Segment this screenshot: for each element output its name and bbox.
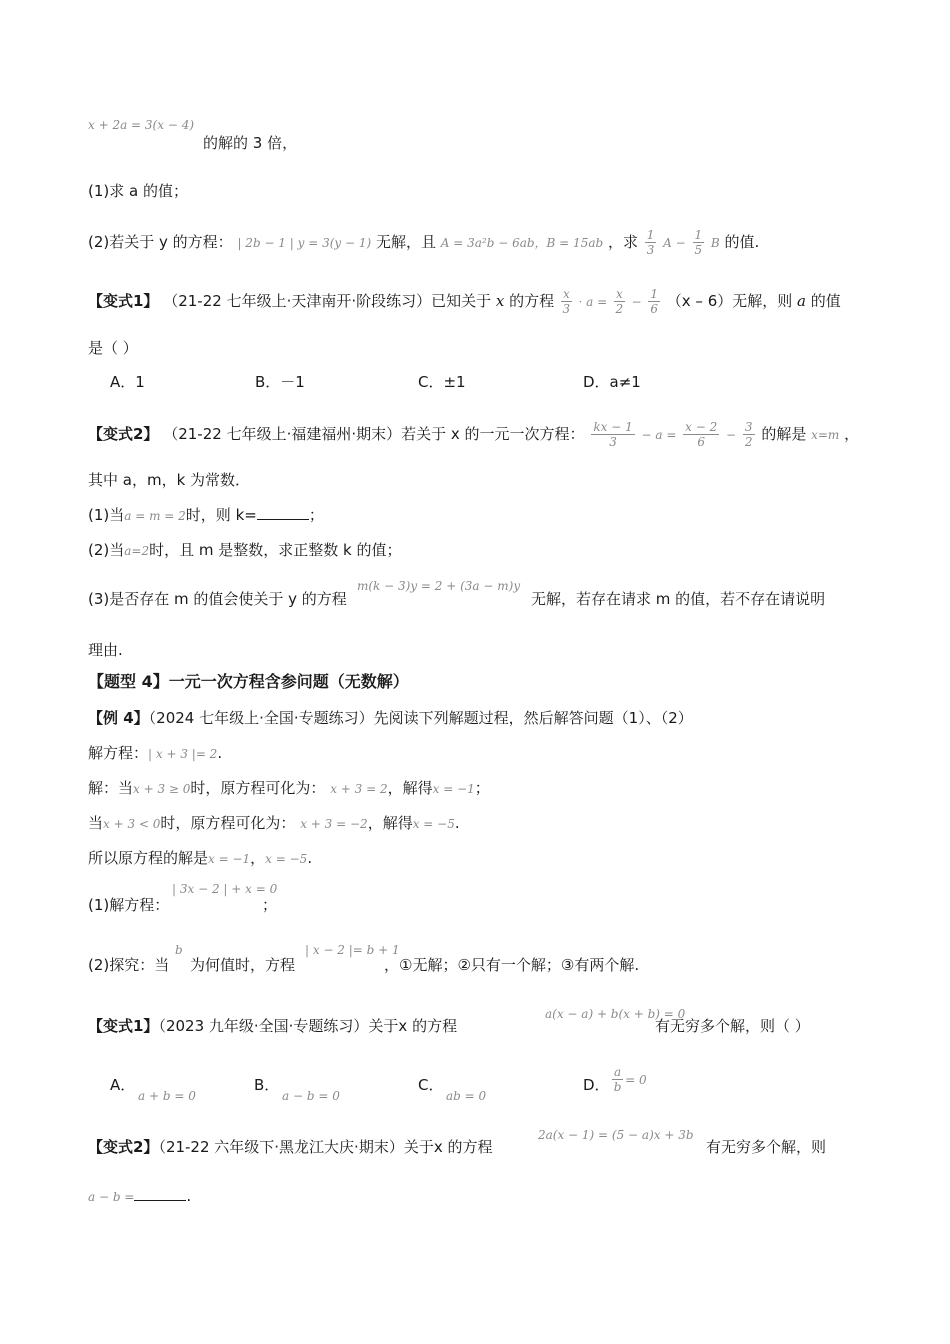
variant2-question: 【变式2】 （21-22 七年级上·福建福州·期末）若关于 x 的一元一次方程： $\frac{kx - 1}{3}$ − a = $\frac{x - 2}{6}$ − $\frac{3}{2}$ 的解是 x=m ， [88, 420, 860, 449]
math-expression: | 2b − 1 | y = 3(y − 1) [237, 236, 372, 250]
option-b[interactable]: B．－1 [255, 373, 305, 391]
math-expression: A = 3a²b − 6ab，B = 15ab [440, 236, 604, 250]
fraction: $\frac{kx - 1}{3}$ [593, 420, 633, 449]
fraction: $\frac{1}{5}$ [694, 228, 703, 257]
answer-blank[interactable] [134, 1186, 186, 1201]
math-expression: x + 2a = 3(x − 4) [88, 118, 195, 132]
example4-equation: 解方程：| x + 3 |= 2. [88, 744, 223, 762]
q3-part2: (2)若关于 y 的方程： | 2b − 1 | y = 3(y − 1) 无解，且 A = 3a²b − 6ab，B = 15ab ，求 $\frac{1}{3}$ A − $\frac{1}{5}$ B 的值. [88, 228, 760, 257]
q2-text-end: ，①无解；②只有一个解；③有两个解. [384, 956, 640, 974]
variant2-line2: 其中 a，m，k 为常数． [88, 471, 251, 489]
q2-text: (2)探究：当 [88, 956, 170, 974]
fraction: $\frac{1}{3}$ [646, 228, 655, 257]
variant2-part1: (1)当a = m = 2时，则 k= ； [88, 506, 324, 524]
variant4-question-end: 有无穷多个解，则 [706, 1138, 827, 1156]
q1-label: (1)解方程： [88, 896, 170, 914]
option-a[interactable]: A． [110, 1076, 136, 1094]
q1-math: | 3x − 2 | + x = 0 [172, 882, 278, 896]
fraction: $\frac{1}{6}$ [650, 287, 658, 316]
q1-end: ； [262, 896, 278, 914]
q2-text-mid: 为何值时，方程 [190, 956, 296, 974]
variant3-question-end: 有无穷多个解，则（ ） [655, 1017, 810, 1035]
q2-math-eq: | x − 2 |= b + 1 [305, 943, 400, 957]
variant4-answer: a − b = . [88, 1187, 192, 1205]
q3-part1: (1)求 a 的值； [88, 182, 188, 200]
section-heading: 【题型 4】一元一次方程含参问题（无数解） [88, 672, 409, 691]
variant3-question: 【变式1】（2023 九年级·全国·专题练习）关于x 的方程 [88, 1017, 458, 1035]
variant2-part3-end: 理由. [88, 641, 123, 659]
variant4-question: 【变式2】（21-22 六年级下·黑龙江大庆·期末）关于x 的方程 [88, 1138, 493, 1156]
fraction: $\frac{x - 2}{6}$ [685, 420, 718, 449]
fraction: $\frac{x}{3}$ [562, 287, 571, 316]
option-a[interactable]: A．1 [110, 373, 145, 391]
option-c[interactable]: C．±1 [418, 373, 466, 391]
variant1-line2: 是（ ） [88, 339, 138, 357]
variant4-math: 2a(x − 1) = (5 − a)x + 3b [538, 1128, 694, 1142]
option-c[interactable]: C． [418, 1076, 444, 1094]
option-d[interactable]: D．a≠1 [583, 373, 641, 391]
variant-tag: 【变式1】 [88, 292, 159, 310]
q3-line1 [88, 118, 195, 145]
option-b[interactable]: B． [254, 1076, 280, 1094]
answer-blank[interactable] [257, 505, 309, 520]
example4-intro: 【例 4】（2024 七年级上·全国·专题练习）先阅读下列解题过程，然后解答问题（1）、（2） [88, 709, 693, 727]
variant2-part3-rest: 无解，若存在请求 m 的值，若不存在请说明 [531, 590, 826, 608]
option-b-math: a − b = 0 [282, 1089, 340, 1103]
q3-line1-text: 的解的 3 倍， [203, 134, 298, 152]
solution-step3: 所以原方程的解是x = −1，x = −5. [88, 849, 313, 867]
option-d[interactable]: D． [583, 1076, 610, 1094]
solution-step1: 解：当x + 3 ≥ 0时，原方程可化为： x + 3 = 2，解得x = −1； [88, 779, 490, 797]
variant3-math: a(x − a) + b(x + b) = 0 [545, 1007, 686, 1021]
variant-tag: 【变式2】 [88, 425, 159, 443]
variant2-part2: (2)当a=2时，且 m 是整数，求正整数 k 的值； [88, 541, 402, 559]
variant1-question: 【变式1】 （21-22 七年级上·天津南开·阶段练习）已知关于 x 的方程 $\frac{x}{3}$ · a = $\frac{x}{2}$ − $\frac{1}{6}$ （x – 6）无解，则 a 的值 [88, 287, 841, 316]
fraction: $\frac{3}{2}$ [744, 420, 753, 449]
q2-math-b: b [175, 943, 183, 957]
solution-step2: 当x + 3 < 0时，原方程可化为： x + 3 = −2，解得x = −5. [88, 814, 460, 832]
option-d-math: $\frac{a}{b}$ = 0 [613, 1065, 647, 1094]
fraction: $\frac{x}{2}$ [615, 287, 624, 316]
option-c-math: ab = 0 [446, 1089, 487, 1103]
variant2-part3-math: m(k − 3)y = 2 + (3a − m)y [357, 579, 521, 593]
option-a-math: a + b = 0 [138, 1089, 196, 1103]
variant2-part3: (3)是否存在 m 的值会使关于 y 的方程 [88, 590, 347, 608]
